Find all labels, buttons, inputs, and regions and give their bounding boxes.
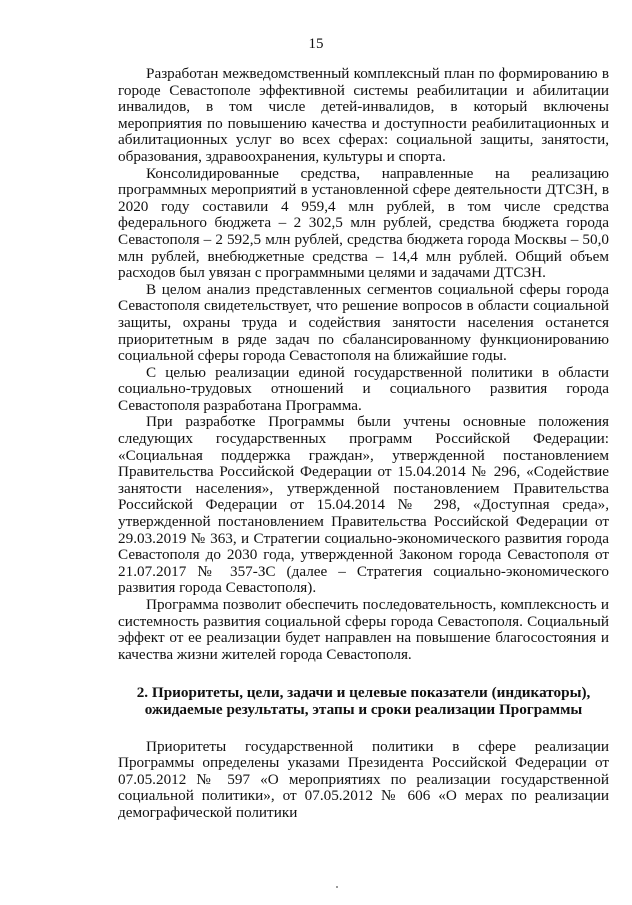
paragraph-rehabilitation-plan: Разработан межведомственный комплексный план по формированию в городе Севастополе эффективной системы реабилитации и абилитации инвалидов, в том числе детей-инвалидов, в который включены мероприятия по повышению качества и доступности реабилитационных и абилитационных услуг во всех сферах: социальной защиты, занятости, образования, здравоохранения, культуры и спорта.: [118, 65, 609, 165]
document-body: [118, 66, 609, 822]
paragraph-consolidated-funds: Консолидированные средства, направленные на реализацию программных мероприятий в установленной сфере деятельности ДТСЗН, в 2020 году составили 4 959,4 млн рублей, в том числе средства федерального бюджета – 2 302,5 млн рублей, средства бюджета города Севастополя – 2 592,5 млн рублей, средства бюджета города Москвы – 50,0 млн рублей, внебюджетные средства – 14,4 млн рублей. Общий объем расходов был увязан с программными целями и задачами ДТСЗН.: [118, 164, 609, 282]
section-heading-line-1: 2. Приоритеты, цели, задачи и целевые показатели (индикаторы),: [136, 684, 591, 702]
section-heading: [118, 685, 609, 718]
page-number: 15: [308, 36, 324, 52]
paragraph-analysis: В целом анализ представленных сегментов социальной сферы города Севастополя свидетельствует, что решение вопросов в области социальной защиты, охраны труда и содействия занятости населения останется приоритетным в ряде задач по сбалансированному функционированию социальной сферы города Севастополя на ближайшие годы.: [118, 280, 609, 365]
paragraph-state-programs: При разработке Программы были учтены основные положения следующих государственных программ Российской Федерации: «Социальная поддержка граждан», утвержденной постановлением Правительства Российской Федерации от 15.04.2014 № 296, «Содействие занятости населения», утвержденной постановлением Правительства Российской Федерации от 15.04.2014 № 298, «Доступная среда», утвержденной постановлением Правительства Российской Федерации от 29.03.2019 № 363, и Стратегии социально-экономического развития города Севастополя до 2030 года, утвержденной Законом города Севастополя от 21.07.2017 № 357-ЗС (далее – Стратегия социально-экономического развития города Севастополя).: [118, 413, 609, 597]
scan-speck: [336, 886, 338, 888]
section-heading-line-2: ожидаемые результаты, этапы и сроки реализации Программы: [144, 700, 583, 718]
paragraph-program-purpose: С целью реализации единой государственной политики в области социально-трудовых отношений и социального развития города Севастополя разработана Программа.: [118, 363, 609, 414]
paragraph-program-effect: Программа позволит обеспечить последовательность, комплексность и системность развития социальной сферы города Севастополя. Социальный эффект от ее реализации будет направлен на повышение благосостояния и качества жизни жителей города Севастополя.: [118, 596, 609, 663]
paragraph-policy-priorities: Приоритеты государственной политики в сфере реализации Программы определены указами Президента Российской Федерации от 07.05.2012 № 597 «О мероприятиях по реализации государственной социальной политики», от 07.05.2012 № 606 «О мерах по реализации демографической политики: [118, 737, 609, 821]
